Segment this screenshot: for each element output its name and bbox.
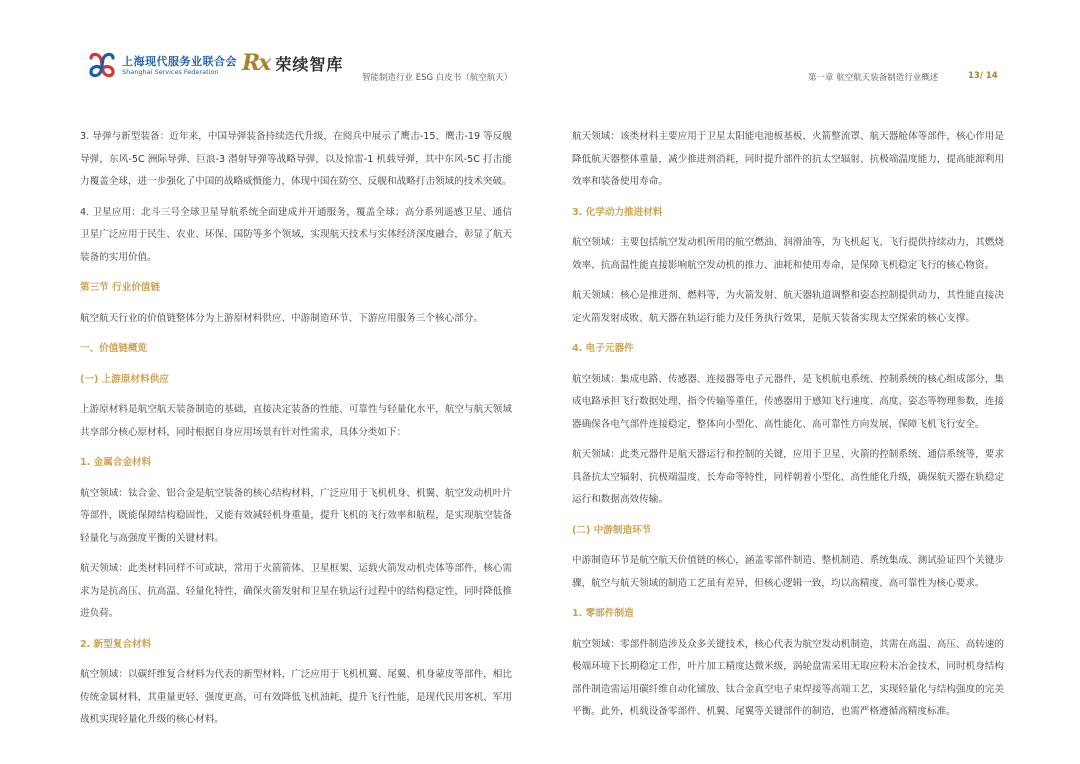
heading-midstream: (二) 中游制造环节 [572,524,652,536]
paragraph-midstream-intro: 中游制造环节是航空航天价值链的核心，涵盖零部件制造、整机制造、系统集成、测试验证四个关键步骤，航空与航天领域的制造工艺虽有差异，但核心逻辑一致，均以高精度、高可靠性为核心要求。 [572,555,1004,589]
left-column [80,126,512,740]
page-number: 13/ 14 [968,71,998,81]
heading-metal-alloys: 1. 金属合金材料 [80,457,152,468]
paragraph-composite-space: 航天领域：该类材料主要应用于卫星太阳能电池板基板、火箭整流罩、航天器舱体等部件，核心作用是降低航天器整体重量，减少推进剂消耗，同时提升部件的抗太空辐射、抗极端温度能力，提高能源利用效率和装备使用寿命。 [572,131,1004,187]
paragraph-upstream-intro: 上游原材料是航空航天装备制造的基础，直接决定装备的性能、可靠性与轻量化水平，航空与航天领域共享部分核心原材料，同时根据自身应用场景有针对性需求，具体分类如下： [80,404,512,438]
heading-chemical-propulsion: 3. 化学动力推进材料 [572,206,663,218]
federation-name-cn: 上海现代服务业联合会 [122,54,237,68]
paragraph-metal-aviation: 航空领域：钛合金、铝合金是航空装备的核心结构材料，广泛应用于飞机机身、机翼、航空发动机叶片等部件，既能保障结构稳固性，又能有效减轻机身重量，提升飞机的飞行效率和航程，是实现航空装备轻量化与高强度平衡的关键材料。 [80,487,512,544]
paragraph-propulsion-space: 航天领域：核心是推进剂、燃料等，为火箭发射、航天器轨道调整和姿态控制提供动力，其性能直接决定火箭发射成败、航天器在轨运行能力及任务执行效果，是航天装备实现太空探索的核心支撑。 [572,290,1004,324]
paragraph-electronics-aviation: 航空领域：集成电路、传感器、连接器等电子元器件，是飞机航电系统、控制系统的核心组成部分，集成电路承担飞行数据处理、指令传输等重任，传感器用于感知飞行速度、高度、姿态等物理参数，连接器确保各电气部件连接稳定，整体向小型化、高性能化、高可靠性方向发展，保障飞机飞行安全。 [572,373,1004,430]
paragraph-electronics-space: 航天领域：此类元器件是航天器运行和控制的关键，应用于卫星、火箭的控制系统、通信系统等，要求具备抗太空辐射、抗极端温度、长寿命等特性，同样朝着小型化、高性能化升级，确保航天器在轨稳定运行和数据高效传输。 [572,449,1004,505]
heading-parts-manufacturing: 1. 零部件制造 [572,608,634,619]
heading-value-chain-overview: 一、价值链概览 [80,343,148,354]
federation-name-en: Shanghai Services Federation [122,67,219,76]
heading-electronics: 4. 电子元器件 [572,343,634,354]
rx-logo-mark: Rx [242,50,270,76]
section-heading-value-chain: 第三节 行业价值链 [80,282,161,293]
paragraph-missiles: 3. 导弹与新型装备：近年来，中国导弹装备持续迭代升级，在阅兵中展示了鹰击-15、鹰击-19 等反舰导弹，东风-5C 洲际导弹、巨浪-3 潜射导弹等战略导弹，以及惊雷-1 机载导弹，其中东风-5C 打击能力覆盖全球，进一步强化了中国的战略威慑能力，体现中国在防空、反舰和战略打击领域的技术突破。 [80,131,512,187]
federation-logo [88,52,237,78]
federation-logo-icon [88,52,116,78]
page-header [0,0,1080,100]
right-column [572,126,1004,732]
heading-upstream: (一) 上游原材料供应 [80,373,169,385]
chapter-title: 第一章 航空航天装备制造行业概述 [808,73,939,83]
paragraph-value-chain-intro: 航空航天行业的价值链整体分为上游原材料供应、中游制造环节、下游应用服务三个核心部分。 [80,312,483,324]
paragraph-metal-space: 航天领域：此类材料同样不可或缺，常用于火箭箭体、卫星框架、运载火箭发动机壳体等部件，核心需求为是抗高压、抗高温、轻量化特性，确保火箭发射和卫星在轨运行过程中的结构稳定性，同时降低推进负荷。 [80,563,512,619]
report-title: 智能制造行业 ESG 白皮书（航空航天） [362,73,513,83]
rx-logo-name: 荣续智库 [275,54,344,74]
paragraph-parts-aviation: 航空领域：零部件制造涉及众多关键技术，核心代表为航空发动机制造，其需在高温、高压、高转速的极端环境下长期稳定工作，叶片加工精度达微米级，涡轮盘需采用无取应粉末冶金技术，同时机身结构部件制造需运用碳纤维自动化铺放、钛合金真空电子束焊接等高端工艺，实现轻量化与结构强度的完美平衡。此外，机载设备零部件、机翼、尾翼等关键部件的制造，也需严格遵循高精度标准。 [572,638,1004,717]
heading-composites: 2. 新型复合材料 [80,638,152,650]
paragraph-propulsion-aviation: 航空领域：主要包括航空发动机所用的航空燃油、润滑油等，为飞机起飞、飞行提供持续动力，其燃烧效率、抗高温性能直接影响航空发动机的推力、油耗和使用寿命，是保障飞机稳定飞行的核心物资。 [572,237,1004,271]
rx-think-tank-logo [242,50,343,76]
paragraph-composite-aviation: 航空领域：以碳纤维复合材料为代表的新型材料，广泛应用于飞机机翼、尾翼、机身蒙皮等部件，相比传统金属材料，其重量更轻、强度更高，可有效降低飞机油耗，提升飞行性能，是现代民用客机、军用战机实现轻量化升级的核心材料。 [80,669,512,725]
paragraph-satellites: 4. 卫星应用：北斗三号全球卫星导航系统全面建成并开通服务，覆盖全球；高分系列遥感卫星、通信卫星广泛应用于民生、农业、环保、国防等多个领域，实现航天技术与实体经济深度融合，彰显了航天装备的实用价值。 [80,206,512,263]
